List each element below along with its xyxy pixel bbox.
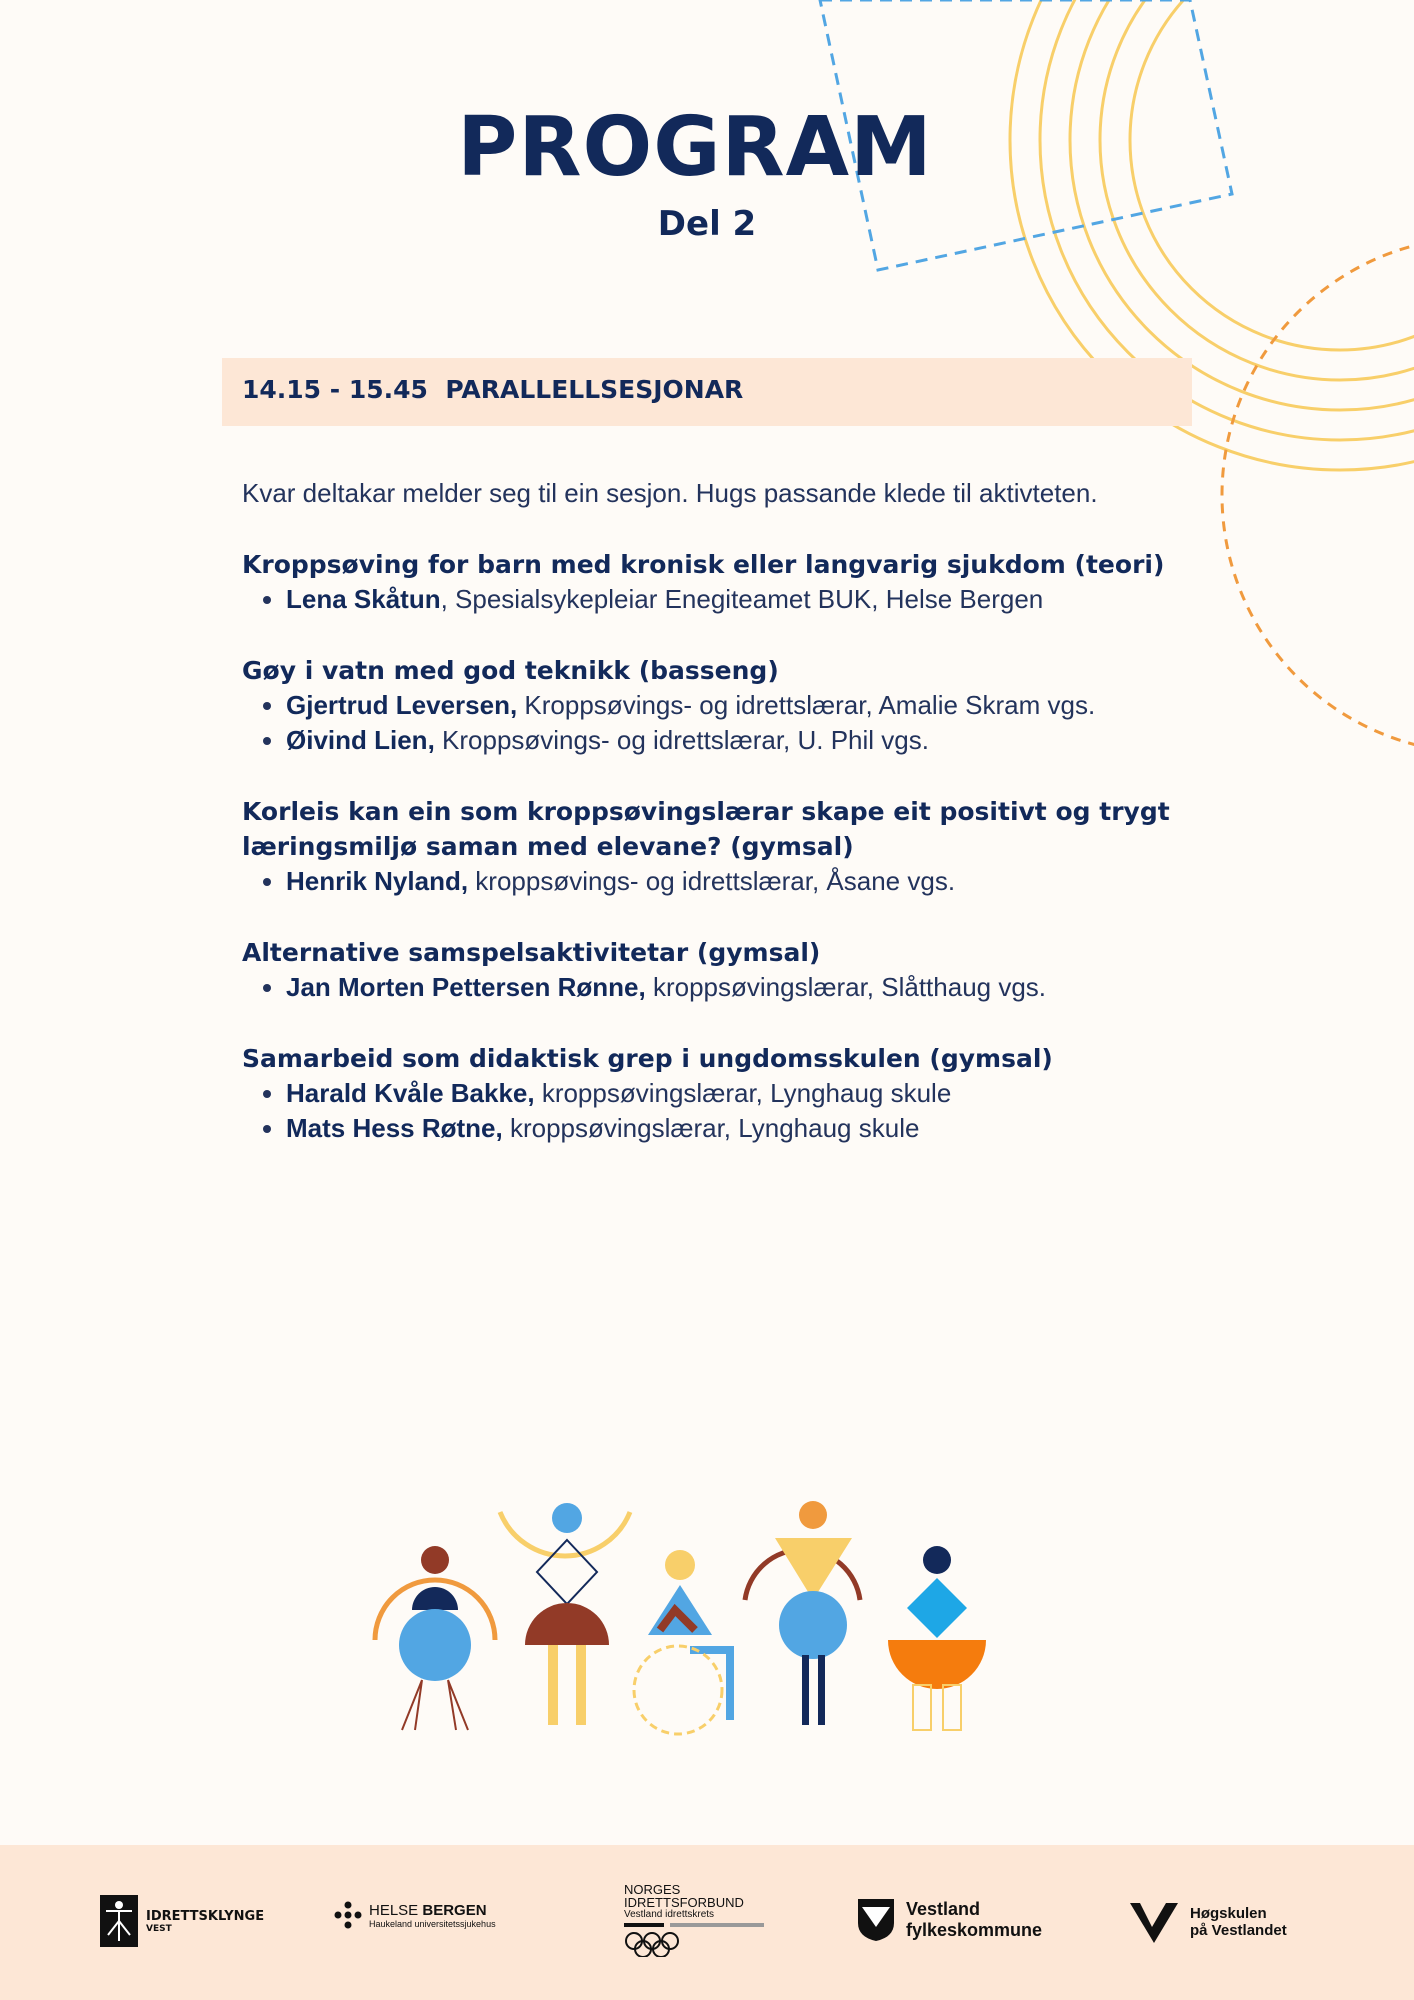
session-title: Korleis kan ein som kroppsøvingslærar skape eit positivt og trygt læringsmiljø saman med elevane? (gymsal) — [242, 797, 1170, 861]
session-time-bar — [222, 358, 1192, 426]
vestland-line1: Vestland — [906, 1899, 981, 1919]
session-title: Samarbeid som didaktisk grep i ungdomsskulen (gymsal) — [242, 1044, 1053, 1073]
speaker-list — [242, 864, 1202, 899]
page-subtitle: Del 2 — [657, 204, 757, 244]
speaker-item — [286, 864, 1202, 899]
helse-name-part1: HELSE — [369, 1901, 423, 1919]
nif-line3: Vestland idrettskrets — [624, 1909, 715, 1920]
program-content — [242, 478, 1202, 1182]
speaker-role: kroppsøvings- og idrettslærar, Åsane vgs. — [468, 866, 956, 896]
speaker-item — [286, 1076, 1202, 1111]
nif-logo — [624, 1883, 764, 1957]
speaker-role: kroppsøvingslærar, Slåtthaug vgs. — [645, 972, 1047, 1002]
hvl-logo — [1128, 1901, 1287, 1943]
session-block — [242, 1041, 1202, 1146]
speaker-item — [286, 688, 1202, 723]
speaker-name: Øivind Lien, — [286, 725, 435, 755]
page-title: PROGRAM — [457, 100, 933, 195]
session-block — [242, 653, 1202, 758]
idrettsklynge-line2: VEST — [146, 1923, 172, 1934]
session-block — [242, 794, 1202, 899]
figures-illustration — [360, 1490, 1000, 1740]
speaker-role: kroppsøvingslærar, Lynghaug skule — [534, 1078, 952, 1108]
speaker-list — [242, 970, 1202, 1005]
idrettsklynge-line1: IDRETTSKLYNGE — [146, 1908, 265, 1924]
session-block — [242, 935, 1202, 1005]
nif-line1: NORGES — [624, 1882, 681, 1897]
speaker-list — [242, 1076, 1202, 1146]
session-title: Kroppsøving for barn med kronisk eller langvarig sjukdom (teori) — [242, 550, 1165, 579]
speaker-name: Harald Kvåle Bakke, — [286, 1078, 535, 1108]
speaker-name: Mats Hess Røtne, — [286, 1113, 503, 1143]
speaker-item — [286, 1111, 1202, 1146]
vestland-logo — [856, 1897, 1042, 1943]
session-heading — [242, 375, 743, 404]
speaker-item — [286, 970, 1202, 1005]
speaker-role: kroppsøvingslærar, Lynghaug skule — [502, 1113, 920, 1143]
speaker-list — [242, 582, 1202, 617]
hvl-icon — [1128, 1901, 1180, 1943]
nif-line2: IDRETTSFORBUND — [624, 1895, 744, 1910]
speaker-item — [286, 582, 1202, 617]
helse-bergen-icon — [333, 1900, 363, 1930]
hvl-line1: Høgskulen — [1190, 1905, 1267, 1922]
idrettsklynge-icon — [100, 1895, 138, 1947]
session-title: Gøy i vatn med god teknikk (basseng) — [242, 656, 779, 685]
session-label: PARALLELLSESJONAR — [445, 375, 744, 404]
footer-logos — [0, 1845, 1414, 2000]
idrettsklynge-logo — [100, 1895, 264, 1947]
hvl-line2: på Vestlandet — [1190, 1922, 1287, 1939]
speaker-role: , Spesialsykepleiar Enegiteamet BUK, Helse Bergen — [440, 584, 1044, 614]
speaker-name: Henrik Nyland, — [286, 866, 469, 896]
session-title: Alternative samspelsaktivitetar (gymsal) — [242, 938, 821, 967]
speaker-item — [286, 723, 1202, 758]
olympic-rings-icon — [624, 1923, 764, 1957]
helse-subtitle: Haukeland universitetssjukehus — [369, 1918, 496, 1929]
speaker-name: Gjertrud Leversen, — [286, 690, 518, 720]
vestland-shield-icon — [856, 1897, 896, 1943]
intro-text: Kvar deltakar melder seg til ein sesjon. Hugs passande klede til aktivteten. — [242, 478, 1098, 508]
speaker-name: Lena Skåtun — [286, 584, 441, 614]
helse-bergen-logo — [333, 1900, 496, 1930]
helse-name-part2: BERGEN — [422, 1901, 487, 1919]
speaker-list — [242, 688, 1202, 758]
session-block — [242, 547, 1202, 617]
speaker-name: Jan Morten Pettersen Rønne, — [286, 972, 646, 1002]
speaker-role: Kroppsøvings- og idrettslærar, Amalie Skram vgs. — [517, 690, 1096, 720]
session-time: 14.15 - 15.45 — [242, 375, 428, 404]
speaker-role: Kroppsøvings- og idrettslærar, U. Phil vgs. — [434, 725, 929, 755]
vestland-line2: fylkeskommune — [906, 1920, 1043, 1940]
